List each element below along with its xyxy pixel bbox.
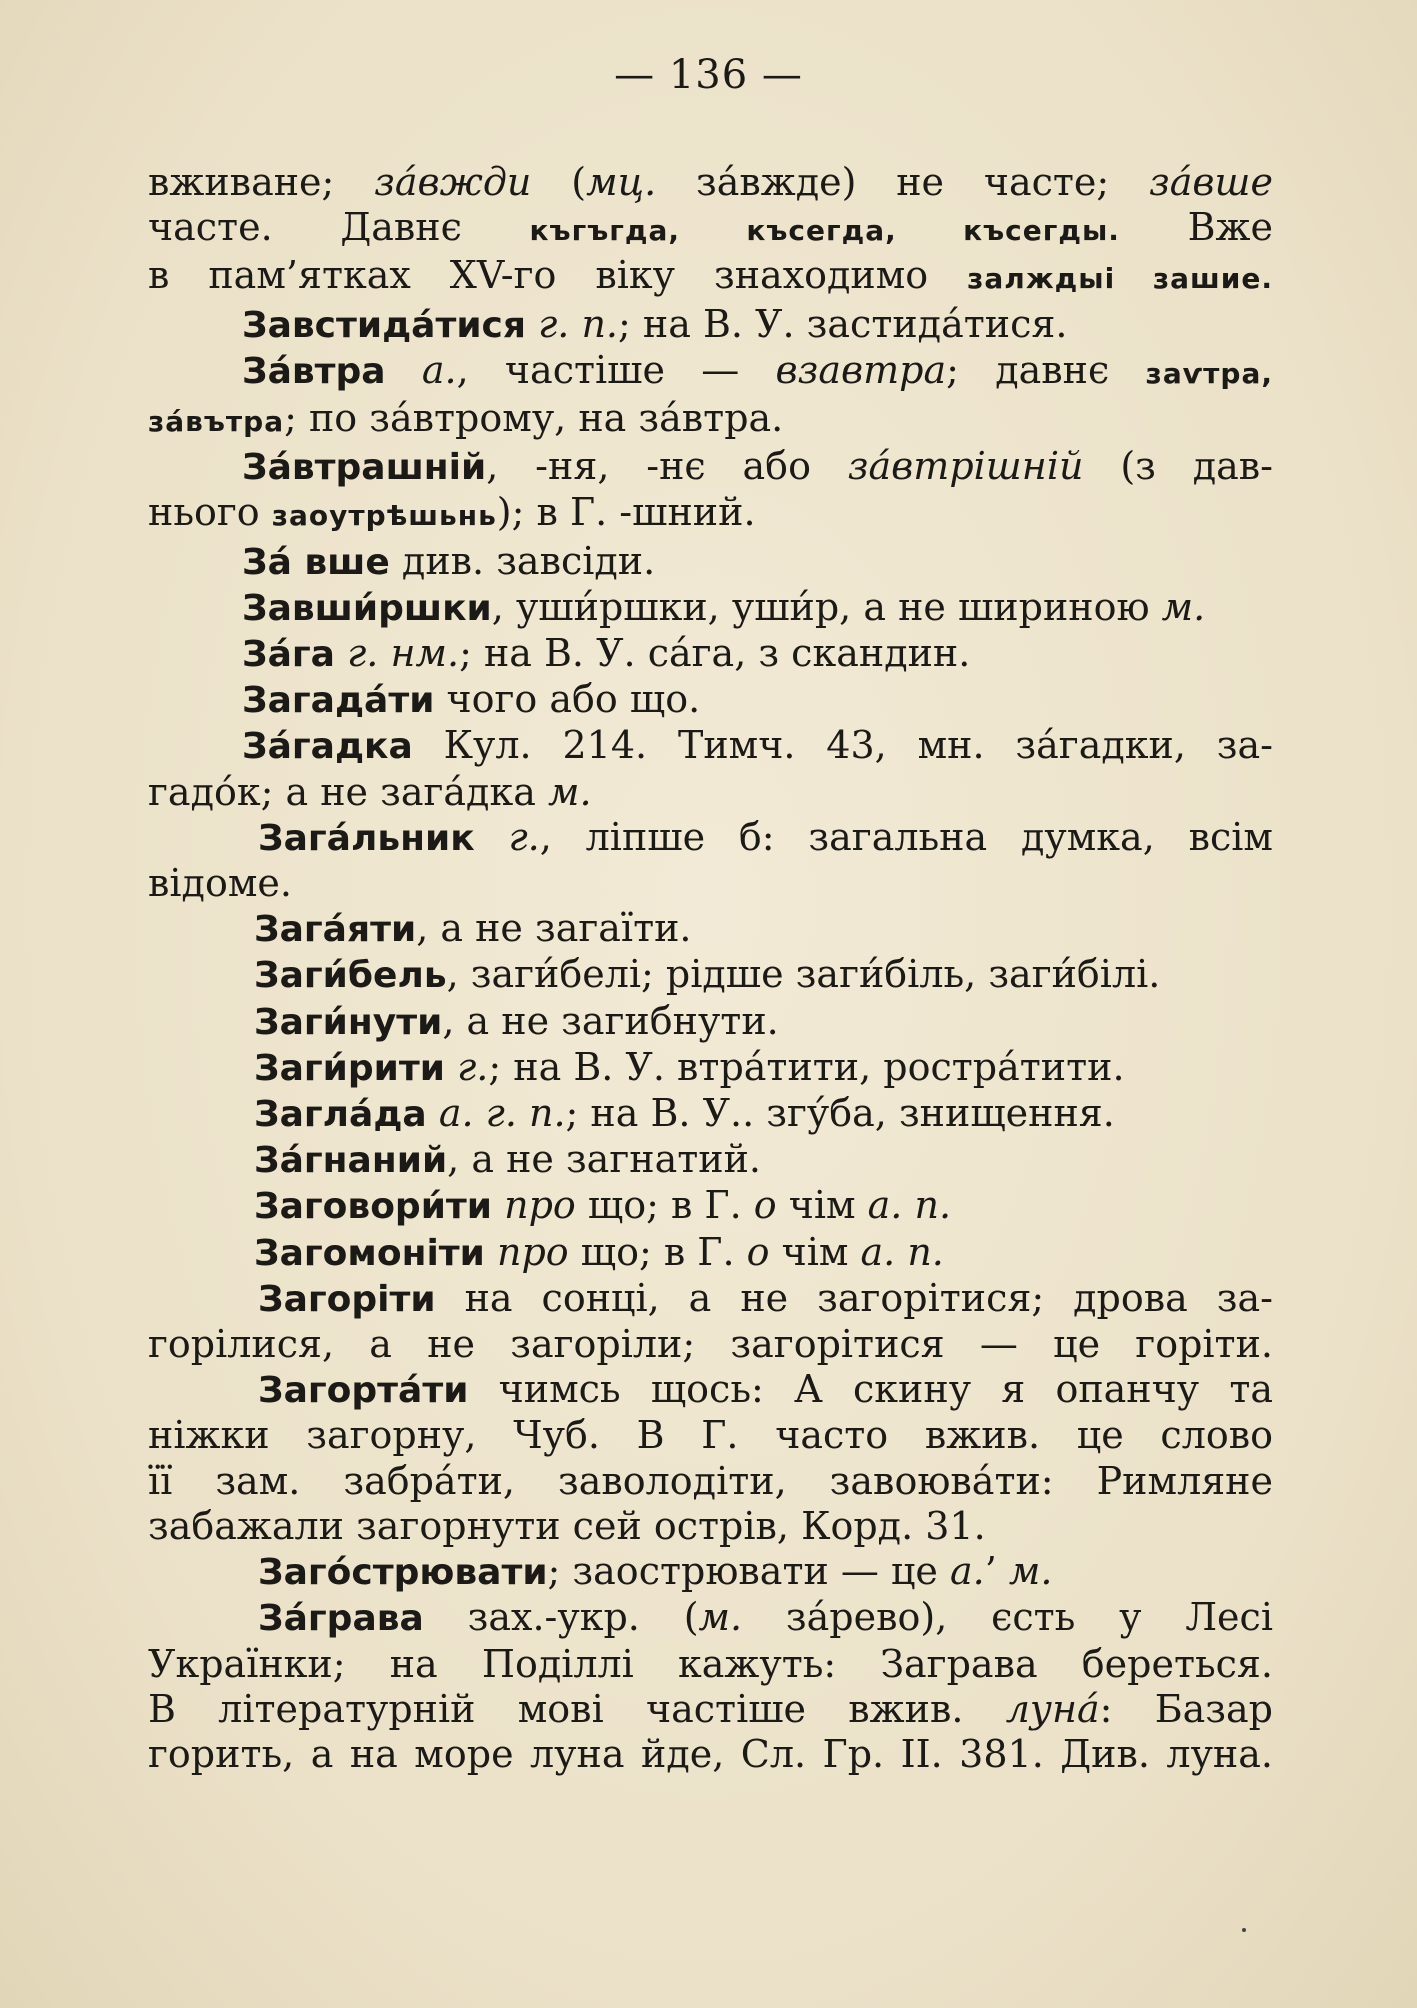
text-line: За́гнаний, а не загнатий. bbox=[254, 1137, 761, 1182]
text-line: За́ вше див. завсіди. bbox=[242, 538, 656, 583]
text-line: За́грава зах.-укр. (м. за́рево), єсть у Лесі bbox=[258, 1595, 1273, 1640]
text-line: вживане; за́вжди (мц. за́вжде) не часте; за́вше bbox=[148, 160, 1274, 204]
text-line: Завши́ршки, уши́ршки, уши́р, а не шириною м. bbox=[242, 584, 1206, 629]
text-line: в пам’ятках XV-го віку знаходимо залждыі зашие. bbox=[148, 253, 1273, 298]
text-line: відоме. bbox=[148, 861, 292, 906]
ink-speck bbox=[1242, 1928, 1246, 1932]
text-line: Українки; на Поділлі кажуть: Заграва береться. bbox=[148, 1641, 1273, 1686]
text-line: забажали загорнути сей острів, Корд. 31. bbox=[148, 1503, 986, 1548]
text-line: часте. Давнє къгъгда, късегда, късегды. Вже bbox=[148, 205, 1273, 250]
text-line: Загада́ти чого або що. bbox=[242, 677, 701, 722]
text-line: Заги́нути, а не загибнути. bbox=[254, 998, 779, 1043]
text-line: гадо́к; а не зага́дка м. bbox=[148, 769, 592, 814]
text-line: За́втра а., частіше — взавтра; давнє заѵтра, bbox=[242, 347, 1273, 392]
text-line: горить, а на море луна йде, Сл. Гр. II. 381. Див. луна. bbox=[148, 1731, 1273, 1776]
text-line: Загоріти на сонці, а не загорітися; дрова за- bbox=[258, 1275, 1273, 1320]
text-line: Заги́рити г.; на В. У. втра́тити, ростра́тити. bbox=[254, 1044, 1125, 1089]
text-line: Зага́яти, а не загаїти. bbox=[254, 906, 692, 951]
text-line: горілися, а не загоріли; загорітися — це горіти. bbox=[148, 1322, 1273, 1367]
text-line: В літературній мові частіше вжив. луна́: Базар bbox=[148, 1686, 1273, 1731]
text-line: Загомоніти про що; в Г. о чім а. п. bbox=[254, 1229, 944, 1274]
dictionary-text bbox=[148, 160, 1273, 1777]
text-line: Заговори́ти про що; в Г. о чім а. п. bbox=[254, 1183, 952, 1228]
text-line: Заго́стрювати; заострювати — це а.’ м. bbox=[258, 1549, 1053, 1594]
text-line: нього заоутрѣшьнь); в Г. -шний. bbox=[148, 490, 756, 535]
text-line: Завстида́тися г. п.; на В. У. застида́тися. bbox=[242, 301, 1068, 346]
text-line: За́втрашній, -ня, -нє або за́втрішній (з дав- bbox=[242, 444, 1273, 489]
text-line: Загла́да а. г. п.; на В. У.. згу́ба, знищення. bbox=[254, 1091, 1115, 1136]
page-number: — 136 — bbox=[614, 52, 803, 98]
text-line: за́вътра; по за́втрому, на за́втра. bbox=[148, 396, 784, 441]
text-line: її зам. забра́ти, заволодіти, завоюва́ти: Римляне bbox=[148, 1458, 1273, 1503]
text-line: За́га г. нм.; на В. У. са́га, з скандин. bbox=[242, 631, 971, 676]
text-line: Загорта́ти чимсь щось: А скину я опанчу та bbox=[258, 1367, 1273, 1412]
text-line: За́гадка Кул. 214. Тимч. 43, мн. за́гадки, за- bbox=[242, 723, 1273, 768]
text-line: Зага́льник г., ліпше б: загальна думка, всім bbox=[258, 814, 1273, 859]
text-line: Заги́бель, заги́белі; рідше заги́біль, заги́білі. bbox=[254, 952, 1161, 997]
text-line: ніжки загорну, Чуб. В Г. часто вжив. це слово bbox=[148, 1413, 1273, 1458]
